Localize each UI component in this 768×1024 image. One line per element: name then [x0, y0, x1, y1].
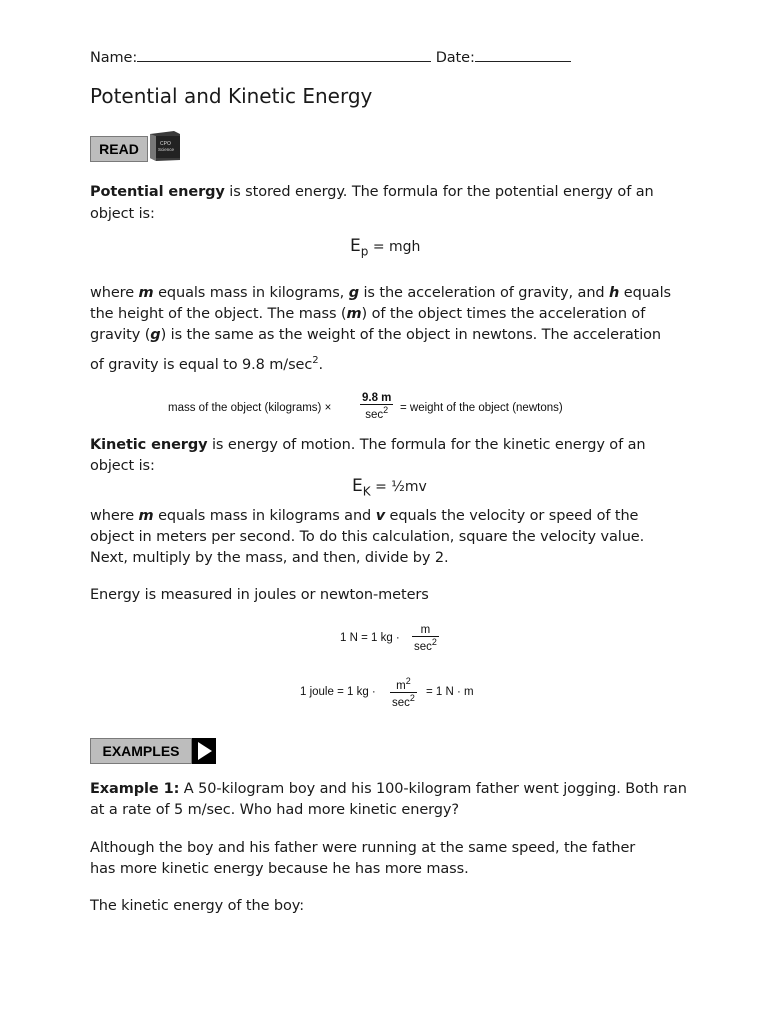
weight-formula-left: mass of the object (kilograms) × — [168, 402, 332, 414]
weight-fraction — [360, 392, 393, 421]
joule-frac-num-sup: 2 — [405, 676, 411, 686]
read-label: READ — [99, 141, 139, 157]
date-label: Date: — [435, 50, 475, 66]
answer-line1: Although the boy and his father were running at the same speed, the father — [90, 840, 636, 856]
pe-where-l4end: . — [318, 356, 324, 373]
newton-frac-den-text: sec — [414, 640, 432, 653]
ke-text1: is energy of motion. The formula for the kinetic energy of an — [207, 437, 646, 453]
pe-where-l1a: where — [90, 285, 139, 301]
var-g: g — [348, 285, 359, 301]
joule-frac-num — [390, 676, 417, 693]
pe-where-l4: of gravity is equal to 9.8 m/sec — [90, 356, 313, 373]
play-arrow-icon — [192, 738, 216, 764]
ke-where-line1 — [90, 506, 690, 527]
pe-where-l1c: is the acceleration of gravity, and — [358, 285, 610, 301]
pe-where-l3b: ) is the same as the weight of the object in newtons. The acceleration — [160, 327, 661, 343]
joule-frac-den-text: sec — [392, 696, 410, 709]
pe-formula-rhs: = mgh — [368, 239, 421, 255]
page-title: Potential and Kinetic Energy — [90, 84, 373, 108]
weight-frac-den-text: sec — [365, 408, 384, 421]
pe-para-line1 — [90, 182, 690, 203]
joule-frac-den — [390, 693, 417, 709]
ke-para-line2: object is: — [90, 458, 155, 474]
pe-para-line2: object is: — [90, 206, 155, 222]
var-m: m — [346, 306, 362, 322]
weight-formula-right: = weight of the object (newtons) — [400, 402, 563, 414]
pe-where-l4sup: 2 — [312, 355, 319, 366]
newton-fraction — [412, 624, 439, 653]
newton-frac-den — [412, 637, 439, 653]
ke-term: Kinetic energy — [90, 437, 208, 453]
newton-frac-den-sup: 2 — [431, 637, 437, 647]
example1-line1 — [90, 779, 690, 800]
pe-where-line1 — [90, 283, 690, 304]
ke-where-line3: Next, multiply by the mass, and then, divide by 2. — [90, 550, 449, 566]
pe-where-l3a: gravity ( — [90, 327, 151, 343]
pe-where-l1d: equals — [619, 285, 671, 301]
joule-frac-den-sup: 2 — [409, 692, 415, 703]
newton-formula — [340, 624, 460, 664]
example1-text1: A 50-kilogram boy and his 100-kilogram father went jogging. Both ran — [179, 781, 687, 797]
example1-term: Example 1: — [90, 781, 180, 797]
ke-para-line1 — [90, 435, 690, 456]
ke-where-l1c: equals the velocity or speed of the — [385, 508, 639, 524]
var-m: m — [138, 285, 154, 301]
pe-where-l1b: equals mass in kilograms, — [153, 285, 349, 301]
weight-frac-num: 9.8 m — [362, 392, 392, 404]
joule-formula-right: = 1 N · m — [426, 686, 474, 698]
book-icon — [146, 130, 182, 162]
book-cover-text: CPO — [160, 141, 171, 147]
ke-where-line2: object in meters per second. To do this calculation, square the velocity value. — [90, 529, 645, 545]
ke-where-l1a: where — [90, 508, 139, 524]
ke-where-l1b: equals mass in kilograms and — [153, 508, 376, 524]
date-blank[interactable] — [475, 46, 571, 62]
read-badge — [90, 136, 148, 162]
examples-badge — [90, 738, 192, 764]
joule-fraction — [390, 676, 417, 709]
joule-formula — [300, 676, 500, 720]
ke-formula — [352, 476, 427, 498]
pe-term: Potential energy — [90, 184, 225, 200]
example1-line2: at a rate of 5 m/sec. Who had more kinetic energy? — [90, 802, 459, 818]
ke-formula-sub: K — [362, 484, 371, 499]
var-v: v — [375, 508, 386, 524]
pe-where-line3 — [90, 325, 690, 346]
pe-where-line2 — [90, 304, 690, 325]
answer-line2: has more kinetic energy because he has more mass. — [90, 861, 469, 877]
joule-formula-left: 1 joule = 1 kg · — [300, 686, 376, 698]
newton-frac-num: m — [412, 624, 439, 637]
pe-where-l2: the height of the object. The mass ( — [90, 306, 347, 322]
var-h: h — [609, 285, 620, 301]
energy-measured: Energy is measured in joules or newton-meters — [90, 587, 429, 603]
weight-formula — [168, 392, 628, 432]
weight-frac-den — [360, 405, 393, 421]
name-date-header — [90, 46, 571, 66]
pe-formula-sub: p — [360, 244, 369, 259]
var-g: g — [150, 327, 161, 343]
weight-frac-den-sup: 2 — [383, 405, 389, 415]
pe-formula — [350, 236, 420, 258]
newton-formula-left: 1 N = 1 kg · — [340, 632, 400, 644]
name-blank[interactable] — [137, 46, 431, 62]
joule-frac-num-text: m — [396, 679, 406, 692]
pe-where-line4 — [90, 350, 690, 376]
pe-text1: is stored energy. The formula for the potential energy of an — [224, 184, 654, 200]
name-label: Name: — [90, 50, 138, 66]
ke-formula-e: E — [352, 476, 363, 496]
var-m: m — [138, 508, 154, 524]
svg-text:Science: Science — [158, 147, 175, 152]
examples-label: EXAMPLES — [102, 743, 180, 759]
pe-formula-e: E — [350, 236, 361, 256]
pe-where-l2b: ) of the object times the acceleration of — [361, 306, 646, 322]
ke-formula-rhs: = ½mv — [370, 479, 427, 495]
boy-ke-line: The kinetic energy of the boy: — [90, 898, 305, 914]
